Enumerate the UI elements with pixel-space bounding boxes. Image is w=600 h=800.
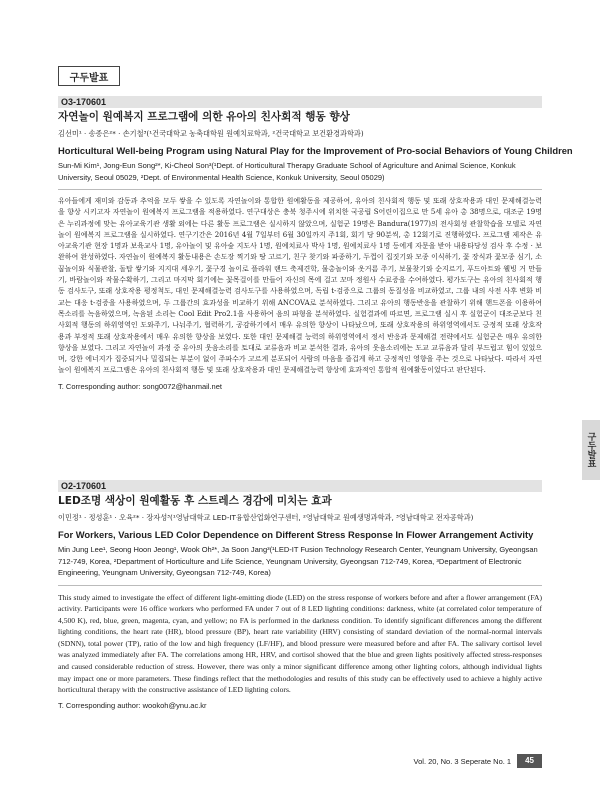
- abstract-title-korean: LED조명 색상이 원예활동 후 스트레스 경감에 미치는 효과: [58, 495, 332, 507]
- abstract-code: O2-170601: [58, 480, 542, 492]
- abstract-authors-english: Sun-Mi Kim¹, Jong-Eun Song²*, Ki-Cheol Son³(¹Dept. of Horticultural Therapy Graduate School of Agriculture and Animal Science, Konkuk University, Seoul 05029, ²Dept. of Environmental Health Science, Konkuk University, Seoul 05029): [58, 161, 516, 182]
- page-number: 45: [517, 754, 542, 768]
- abstract-code: O3-170601: [58, 96, 542, 108]
- abstract-body: This study aimed to investigate the effect of different light-emitting diode (LED) on the stress response of workers before and after a flower arrangement (FA) activity. Participants were 16 office workers who performed FA under 7 out of 8 LED lighting conditions: darkness, white (at correlated color temperature of 4,500 K), red, blue, green, magenta, cyan, and yellow; no FA is performed in the darkness condition. To identify significant differences among the different lighting conditions, the heart rate (HR), blood pressure (BP), heart rate variability (HRV) consisting of standard deviation of the normal-normal intervals (SDNN), total power (TP), ratio of the low and high frequency (LF/HF), and blood pressure were measured before and after FA. The salivary cortisol level was analyzed immediately after FA. The correlations among HR, HRV, and cortisol showed that the blue and green lights positively affected stress-responses and caused considerable reduction of stress. However, there was only a minor significant difference among other lighting colors, although individual lights may impact one or more parameters. These findings reflect that the methodologies and results of this study can be effectively used to achieve a highly active horticultural therapy with the constructive assistance of LED lighting colors.: [58, 592, 542, 695]
- abstract-o3-170601: [58, 96, 573, 391]
- journal-issue: Vol. 20, No. 3 Seperate No. 1: [413, 756, 512, 766]
- corresponding-author: T. Corresponding author: song0072@hanmail.net: [58, 381, 222, 391]
- abstract-authors-korean: 이민정¹ · 정성훈¹ · 오육²* · 장자성³(¹영남대학교 LED-IT융합산업화연구센터, ²영남대학교 원예생명과학과, ³영남대학교 전자공학과): [58, 513, 474, 522]
- abstract-title-korean: 자연놀이 원예복지 프로그램에 의한 유아의 친사회적 행동 향상: [58, 111, 350, 123]
- abstract-title-english: For Workers, Various LED Color Dependence on Different Stress Response In Flower Arrangement Activity: [58, 529, 534, 540]
- abstract-authors-korean: 김선미¹ · 송종은²* · 손기철³(¹건국대학교 농축대학원 원예치료학과, ²건국대학교 보건환경과학과): [58, 129, 364, 138]
- divider: [58, 585, 542, 586]
- section-label: 구두발표: [58, 66, 120, 86]
- page-footer: [414, 754, 542, 768]
- abstract-o2-170601: [58, 480, 542, 710]
- abstract-body: 유아들에게 재미와 감동과 추억을 모두 쌓을 수 있도록 자연놀이와 통합한 원예활동을 제공하여, 유아의 친사회적 행동 및 또래 상호작용과 대인 문제해결능력을 향상 시키고자 자연놀이 원예복지 프로그램을 적용하였다. 연구대상은 충북 청주시에 위치한 국공립 S어린이집으로 만 5세 유아 총 38명으로, 대조군 19명은 누리과정에 맞는 유아교육기관 생활 외에는 다른 활동 프로그램은 실시하지 않았으며, 실험군 19명은 Bandura(1977)의 전사회성 관찰학습을 모델로 자연놀이 원예복지 프로그램을 실시하였다. 연구기간은 2016년 4월 7일부터 6월 30일까지 주1회, 회기 당 90분씩, 총 12회기로 진행하였다. 프로그램 제작은 유아교육기관 현장 1명과 보육교사 1명, 유아놀이 및 유아숲 지도사 1명, 원예치료사 박사 1명, 원예치료사 1명 등에게 자문을 받아 내용타당성 검사 후 수정 · 보완하여 완성하였다. 자연놀이 원예복지 활동내용은 손도장 찍기와 땅 고르기, 친구 찾기와 파종하기, 두껍이 집짓기와 모종 이식하기, 꽃 장식과 꽃모종 심기, 소꿉놀이와 식물관찰, 돌탑 쌓기와 지지대 세우기, 꽃구경 놀이로 플라워 랜드 축제견학, 물총놀이와 옷거름 주기, 보물찾기와 순지르기, 푸드아트와 웰빙 거 만들기, 바람놀이와 작물수확하기, 그리고 마지막 회기에는 꽃목걸이를 만들어 자신의 목에 걸고 꼬마 정원사 수료증을 수여하였다. 평가도구는 유아의 친사회적 행동 검사도구, 또래 상호작용 평정척도, 대인 문제해결능력 검사도구를 사용하였으며, 독립 t-검증으로 그룹의 동질성을 비교하였고, 그룹 내의 사전 사후 변화 비교는 대응 t-검증을 사용하였으며, 두 그룹간의 효과성을 비교하기 위해 ANCOVA로 분석하였다. 그리고 유아의 행동반응을 관찰하기 위해 핸드폰을 이용하여 목소리를 녹음하였으며, 녹음된 소리는 Cool Edit Pro2.1을 사용하여 음의 파형을 분석하였다. 실험결과에 따르면, 프로그램 실시 후 실험군이 대조군보다 친사회적 행동의 하위영역인 도와주기, 나눠주기, 협력하기, 공감하기에서 매우 유의한 향상이 나타났으며, 또래 상호작용의 하위영역에서도 긍정적 또래 상호작용과 부정적 또래 상호작용에서 매우 유의한 향상을 보였다. 또한 대인 문제해결 능력의 하위영역에서 정서 반응과 문제해결 전략에서도 실험군은 매우 유의한 향상을 보였다. 그리고 자연놀이 과정 중 유아의 웃음소리를 토대로 교류음과 비교 분석한 결과, 유아의 웃음소리에는 도교 교류음과 달리 부드럽고 힘이 있었으며, 강한 에너지가 집중되거나 밀집되는 부분이 없이 주파수가 고르게 분포되어 사람의 마음을 즐겁게 하고 긍정적인 영향을 주는 것으로 나타났다. 따라서 자연놀이 원예복지 프로그램은 유아의 친사회적 행동 및 또래 상호작용과 대인 문제해결능력 향상에 효과적인 통합적 원예활동이었다고 판단된다.: [58, 197, 542, 375]
- side-section-tab: 구두발표: [582, 420, 600, 480]
- corresponding-author: T. Corresponding author: wookoh@ynu.ac.kr: [58, 700, 207, 710]
- abstract-authors-english: Min Jung Lee¹, Seong Hoon Jeong¹, Wook Oh²*, Ja Soon Jang³(¹LED-IT Fusion Technology Research Center, Yeungnam University, Gyeongsan 712-749, Korea, ²Department of Horticulture and Life Science, Yeungnam University, Gyeongsan 712-749, Korea, ³Department of Electronic Engineering, Yeungnam University, Gyeongsan 712-749, Korea): [58, 545, 538, 577]
- divider: [58, 189, 542, 190]
- abstract-title-english: Horticultural Well-being Program using Natural Play for the Improvement of Pro-social Behaviors of Young Children: [58, 145, 573, 156]
